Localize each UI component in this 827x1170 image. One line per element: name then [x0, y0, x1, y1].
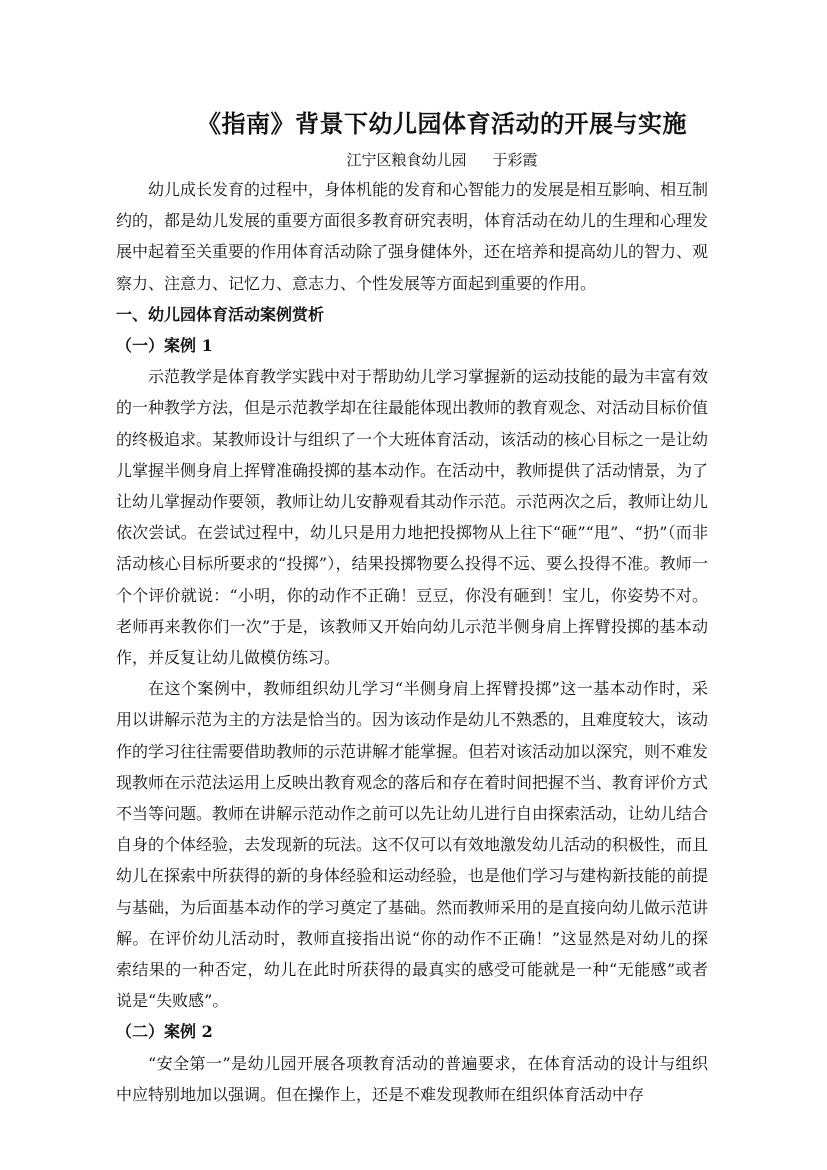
author-line: [176, 150, 708, 170]
case-2-paragraph-1: “安全第一”是幼儿园开展各项教育活动的普遍要求，在体育活动的设计与组织中应特别地加以强调。但在操作上，还是不难发现教师在组织体育活动中存: [116, 1053, 708, 1104]
author-name: 于彩霞: [492, 151, 538, 169]
case-2-heading: （二）案例 2: [116, 1022, 213, 1042]
case-1-heading: （一）案例 1: [116, 336, 213, 356]
case-1-paragraph-2: 在这个案例中，教师组织幼儿学习“半侧身肩上挥臂投掷”这一基本动作时，采用以讲解示范为主的方法是恰当的。因为该动作是幼儿不熟悉的，且难度较大，该动作的学习往往需要借助教师的示范讲解才能掌握。但若对该活动加以深究，则不难发现教师在示范法运用上反映出教育观念的落后和存在着时间把握不当、教育评价方式不当等问题。教师在讲解示范动作之前可以先让幼儿进行自由探索活动，让幼儿结合自身的个体经验，去发现新的玩法。这不仅可以有效地激发幼儿活动的积极性，而且幼儿在探索中所获得的新的身体经验和运动经验，也是他们学习与建构新技能的前提与基础，为后面基本动作的学习奠定了基础。然而教师采用的是直接向幼儿做示范讲解。在评价幼儿活动时，教师直接指出说“你的动作不正确！”这显然是对幼儿的探索结果的一种否定，幼儿在此时所获得的最真实的感受可能就是一种“无能感”或者说是“失败感”。: [116, 679, 709, 1011]
author-organization: 江宁区粮食幼儿园: [346, 151, 467, 169]
document-page: [116, 108, 708, 1110]
intro-paragraph: 幼儿成长发育的过程中，身体机能的发育和心智能力的发展是相互影响、相互制约的，都是幼儿发展的重要方面很多教育研究表明，体育活动在幼儿的生理和心理发展中起着至关重要的作用体育活动除了强身健体外，还在培养和提高幼儿的智力、观察力、注意力、记忆力、意志力、个性发展等方面起到重要的作用。: [116, 180, 709, 293]
case-1-paragraph-1: 示范教学是体育教学实践中对于帮助幼儿学习掌握新的运动技能的最为丰富有效的一种教学方法，但是示范教学却在往最能体现出教师的教育观念、对活动目标价值的终极追求。某教师设计与组织了一个大班体育活动，该活动的核心目标之一是让幼儿掌握半侧身肩上挥臂准确投掷的基本动作。在活动中，教师提供了活动情景，为了让幼儿掌握动作要领，教师让幼儿安静观看其动作示范。示范两次之后，教师让幼儿依次尝试。在尝试过程中，幼儿只是用力地把投掷物从上往下“砸”“甩”、“扔”（而非活动核心目标所要求的“投掷”），结果投掷物要么投得不远、要么投得不准。教师一个个评价就说：“小明，你的动作不正确！豆豆，你没有砸到！宝儿，你姿势不对。老师再来教你们一次”于是，该教师又开始向幼儿示范半侧身肩上挥臂投掷的基本动作，并反复让幼儿做模仿练习。: [116, 367, 709, 668]
section-heading-1: 一、幼儿园体育活动案例赏析: [116, 304, 325, 324]
document-title: 《指南》背景下幼儿园体育活动的开展与实施: [197, 109, 687, 138]
